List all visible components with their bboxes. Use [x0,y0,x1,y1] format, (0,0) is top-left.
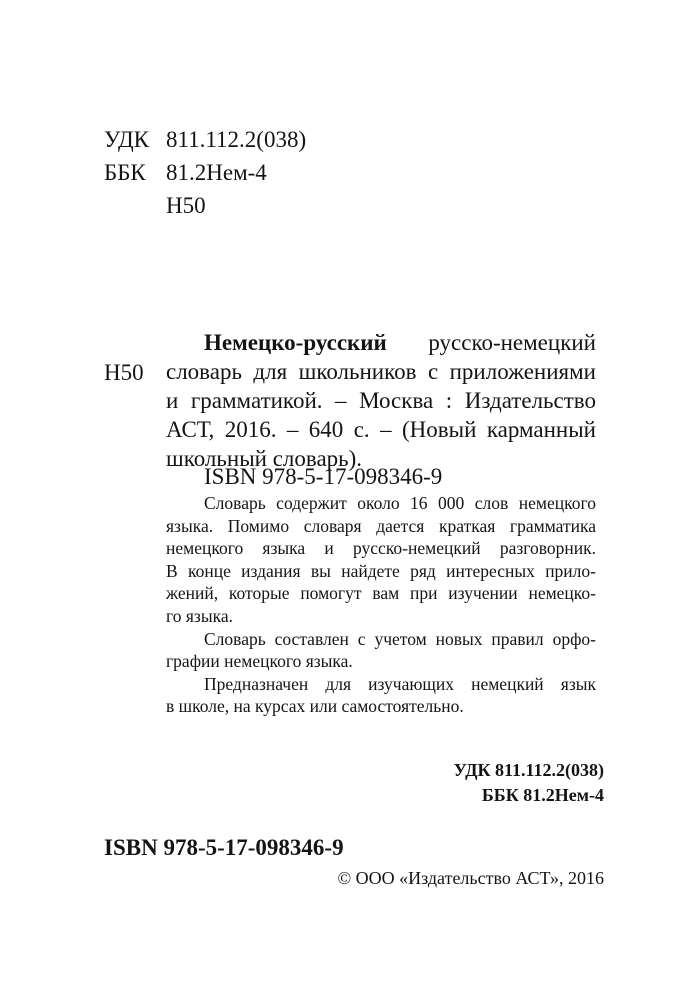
isbn-footer: ISBN 978-5-17-098346-9 [104,835,344,860]
description-title-line [166,328,596,357]
annotation-line: Предназначен для изучающих немецкий язык [204,673,596,694]
description-line: и грамматикой. – Москва : Издательство [166,388,596,413]
annotation-line: Словарь содержит около 16 000 слов немецкого [204,493,596,513]
description-line: АСТ, 2016. – 640 с. – (Новый карманный [166,417,596,442]
annotation-line: графии немецкого языка. [166,651,353,672]
bbk-label: ББК [104,160,146,185]
udk-footer: УДК 811.112.2(038) [453,760,604,780]
udk-label: УДК [104,127,149,152]
bbk-footer: ББК 81.2Нем-4 [481,785,604,805]
udk-value: 811.112.2(038) [166,127,307,152]
description-title-rest: русско-немецкий [428,330,596,355]
author-mark-top: Н50 [166,193,206,218]
description-line: словарь для школьников с приложениями [166,359,596,384]
description-title-bold: Немецко-русский [204,330,387,355]
description-isbn: ISBN 978-5-17-098346-9 [204,464,443,489]
annotation-line: немецкого языка и русско-немецкий разговорник. [166,538,596,559]
annotation [166,492,596,718]
bbk-classification [104,158,267,188]
author-mark: Н50 [104,360,144,385]
copyright: © ООО «Издательство АСТ», 2016 [337,868,604,888]
annotation-line: Словарь составлен с учетом новых правил орфо- [204,628,596,649]
annotation-line: В конце издания вы найдете ряд интересных прило- [166,560,596,581]
annotation-line: в школе, на курсах или самостоятельно. [166,696,464,717]
annotation-line: языка. Помимо словаря дается краткая грамматика [166,515,596,536]
description-line: школьный словарь). [166,446,363,471]
annotation-line: жений, которые помогут вам при изучении немецко- [166,583,596,604]
udk-classification [104,125,306,155]
annotation-line: го языка. [166,605,233,626]
bbk-value: 81.2Нем-4 [166,160,267,185]
bibliographic-description [166,328,596,473]
